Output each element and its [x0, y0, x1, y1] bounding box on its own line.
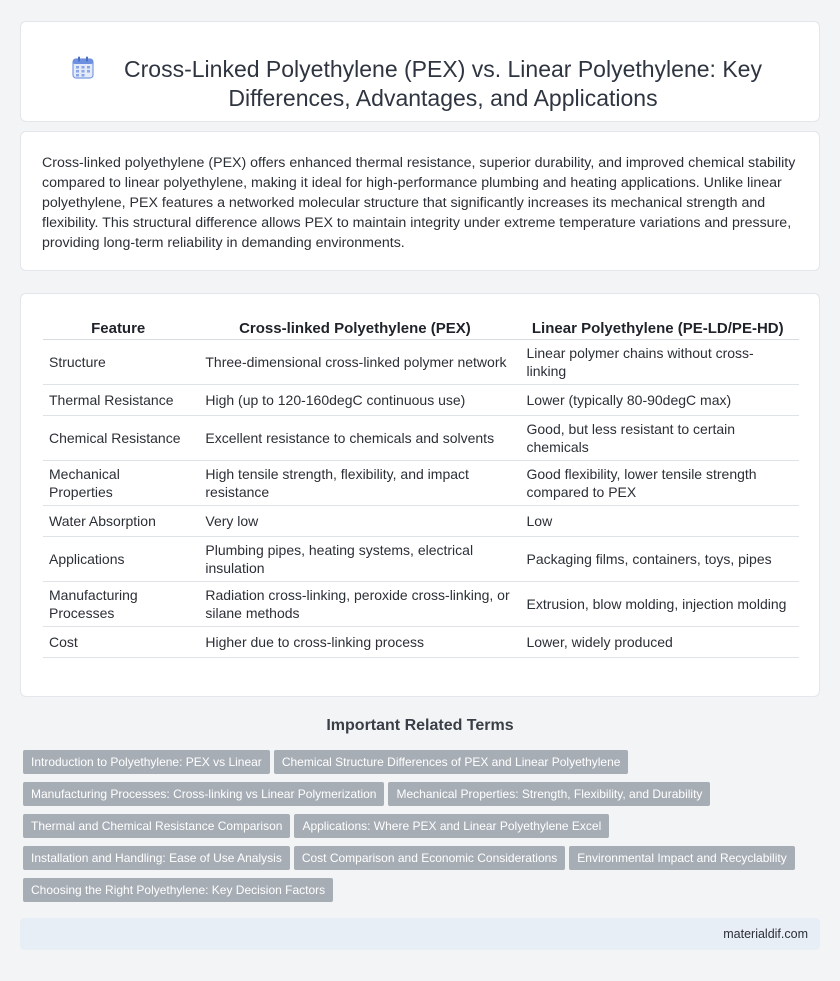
- feature-cell: Water Absorption: [43, 506, 193, 537]
- comparison-table-card: [20, 293, 820, 697]
- related-term-tag[interactable]: Mechanical Properties: Strength, Flexibility, and Durability: [388, 782, 710, 806]
- related-term-tag[interactable]: Manufacturing Processes: Cross-linking vs Linear Polymerization: [23, 782, 384, 806]
- header-pex: Cross-linked Polyethylene (PEX): [193, 316, 516, 340]
- feature-cell: Applications: [43, 537, 193, 582]
- related-term-tag[interactable]: Cost Comparison and Economic Considerations: [294, 846, 565, 870]
- feature-cell: Structure: [43, 340, 193, 385]
- linear-pe-cell: Packaging films, containers, toys, pipes: [517, 537, 800, 582]
- header-linear-pe: Linear Polyethylene (PE-LD/PE-HD): [517, 316, 800, 340]
- feature-cell: Manufacturing Processes: [43, 582, 193, 627]
- related-term-tag[interactable]: Introduction to Polyethylene: PEX vs Linear: [23, 750, 270, 774]
- footer-site-link[interactable]: materialdif.com: [723, 927, 808, 941]
- title-card: [20, 21, 820, 122]
- footer: [20, 918, 820, 950]
- pex-cell: Three-dimensional cross-linked polymer network: [193, 340, 516, 385]
- page-title: Cross-Linked Polyethylene (PEX) vs. Linear Polyethylene: Key Differences, Advantages, and Applications: [124, 55, 762, 111]
- feature-cell: Thermal Resistance: [43, 385, 193, 416]
- related-terms-list: [23, 750, 818, 910]
- related-term-tag[interactable]: Environmental Impact and Recyclability: [569, 846, 794, 870]
- table-row: [43, 537, 799, 582]
- pex-cell: Radiation cross-linking, peroxide cross-linking, or silane methods: [193, 582, 516, 627]
- linear-pe-cell: Low: [517, 506, 800, 537]
- intro-card: [20, 131, 820, 271]
- related-term-tag[interactable]: Chemical Structure Differences of PEX and Linear Polyethylene: [274, 750, 629, 774]
- table-header-row: [43, 316, 799, 340]
- table-row: [43, 385, 799, 416]
- linear-pe-cell: Lower (typically 80-90degC max): [517, 385, 800, 416]
- feature-cell: Chemical Resistance: [43, 416, 193, 461]
- feature-cell: Mechanical Properties: [43, 461, 193, 506]
- pex-cell: Very low: [193, 506, 516, 537]
- pex-cell: High tensile strength, flexibility, and impact resistance: [193, 461, 516, 506]
- related-term-tag[interactable]: Thermal and Chemical Resistance Comparison: [23, 814, 290, 838]
- table-row: [43, 506, 799, 537]
- table-row: [43, 582, 799, 627]
- related-terms-heading: Important Related Terms: [326, 717, 514, 734]
- table-row: [43, 340, 799, 385]
- table-row: [43, 416, 799, 461]
- linear-pe-cell: Linear polymer chains without cross-linking: [517, 340, 800, 385]
- related-term-tag[interactable]: Choosing the Right Polyethylene: Key Decision Factors: [23, 878, 333, 902]
- calendar-grid-icon: [70, 55, 96, 81]
- linear-pe-cell: Good flexibility, lower tensile strength compared to PEX: [517, 461, 800, 506]
- intro-paragraph: Cross-linked polyethylene (PEX) offers enhanced thermal resistance, superior durability, and improved chemical stability compared to linear polyethylene, making it ideal for high-performance plumbing and heating applications. Unlike linear polyethylene, PEX features a networked molecular structure that significantly increases its mechanical strength and flexibility. This structural difference allows PEX to maintain integrity under extreme temperature variations and pressure, providing long-term reliability in demanding environments.: [42, 155, 796, 251]
- linear-pe-cell: Extrusion, blow molding, injection molding: [517, 582, 800, 627]
- table-row: [43, 461, 799, 506]
- table-row: [43, 627, 799, 658]
- pex-cell: Excellent resistance to chemicals and solvents: [193, 416, 516, 461]
- linear-pe-cell: Lower, widely produced: [517, 627, 800, 658]
- pex-cell: Higher due to cross-linking process: [193, 627, 516, 658]
- pex-cell: High (up to 120-160degC continuous use): [193, 385, 516, 416]
- feature-cell: Cost: [43, 627, 193, 658]
- pex-cell: Plumbing pipes, heating systems, electrical insulation: [193, 537, 516, 582]
- comparison-table: [43, 316, 799, 658]
- linear-pe-cell: Good, but less resistant to certain chemicals: [517, 416, 800, 461]
- header-feature: Feature: [43, 316, 193, 340]
- related-term-tag[interactable]: Applications: Where PEX and Linear Polyethylene Excel: [294, 814, 609, 838]
- related-term-tag[interactable]: Installation and Handling: Ease of Use Analysis: [23, 846, 290, 870]
